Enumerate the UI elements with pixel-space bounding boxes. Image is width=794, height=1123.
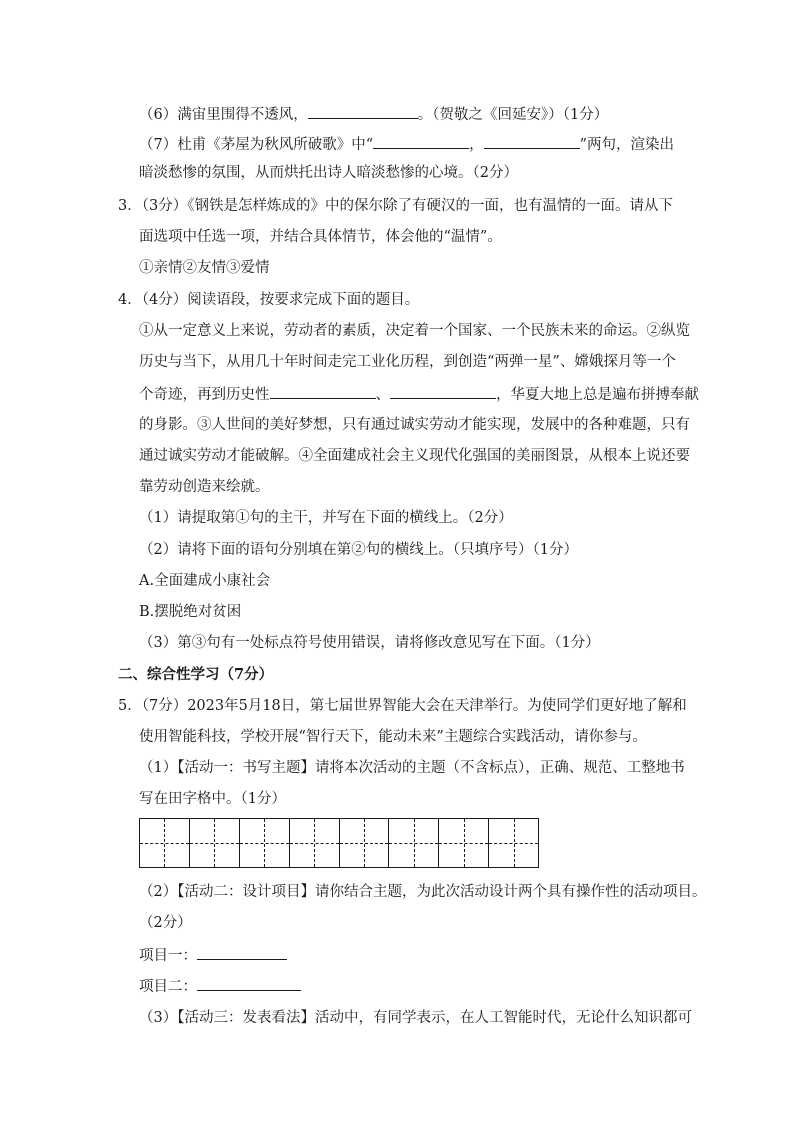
- q4-sub3: （3）第③句有一处标点符号使用错误，请将修改意见写在下面。（1分）: [139, 635, 600, 651]
- q2-item7-sep: ，: [469, 137, 484, 153]
- q2-item7: [139, 134, 674, 154]
- q4-passage-line5: 通过诚实劳动才能破解。④全面建成社会主义现代化强国的美丽图景，从根本上说还要: [139, 448, 690, 464]
- answer-blank[interactable]: [308, 104, 418, 119]
- q4-passage-line6: 靠劳动创造来绘就。: [139, 479, 270, 495]
- q4-sub2: （2）请将下面的语句分别填在第②句的横线上。（只填序号）（1分）: [139, 542, 578, 558]
- tianzige-cell[interactable]: [240, 819, 290, 867]
- q5-project1-label: 项目一：: [139, 948, 197, 964]
- q4-option-b: B.摆脱绝对贫困: [139, 604, 242, 620]
- answer-blank[interactable]: [373, 134, 469, 149]
- tianzige-cell[interactable]: [140, 819, 190, 867]
- answer-blank[interactable]: [270, 384, 376, 399]
- q2-item6-prefix: （6）满宙里围得不透风，: [139, 107, 308, 123]
- answer-blank[interactable]: [197, 945, 287, 960]
- q4-passage-line2: 历史与当下，从用几十年时间走完工业化历程，到创造“两弹一星”、嫦娥探月等一个: [139, 354, 676, 370]
- q2-item6: [139, 104, 608, 124]
- q5-project2-label: 项目二：: [139, 979, 197, 995]
- q4-passage-line1: ①从一定意义上来说，劳动者的素质，决定着一个国家、一个民族未来的命运。②纵览: [139, 323, 690, 339]
- tianzige-grid[interactable]: [139, 818, 539, 868]
- q4-intro: 4．（4分）阅读语段，按要求完成下面的题目。: [118, 292, 420, 308]
- tianzige-cell[interactable]: [389, 819, 439, 867]
- q3-line2: 面选项中任选一项，并结合具体情节，体会他的“温情”。: [139, 229, 502, 245]
- section-heading: 二、综合性学习（7分）: [118, 666, 274, 683]
- answer-blank[interactable]: [390, 384, 496, 399]
- answer-blank[interactable]: [197, 976, 301, 991]
- q5-line2: 使用智能科技，学校开展“智行天下，能动未来”主题综合实践活动，请你参与。: [139, 729, 647, 745]
- q4-passage-line3-a: 个奇迹，再到历史性: [139, 387, 270, 403]
- q2-item7-suffix: ”两句，渲染出: [579, 137, 675, 153]
- q5-project1: [139, 945, 287, 965]
- q4-passage-line3-b: ，华夏大地上总是遍布拼搏奉献: [496, 387, 699, 403]
- q5-activity2-line2: （2分）: [139, 915, 192, 931]
- tianzige-cell[interactable]: [290, 819, 340, 867]
- q5-project2: [139, 976, 301, 996]
- answer-blank[interactable]: [484, 134, 580, 149]
- tianzige-cell[interactable]: [340, 819, 390, 867]
- q4-passage-line3: [139, 384, 699, 404]
- q5-activity2-line1: （2）【活动二：设计项目】请你结合主题，为此次活动设计两个具有操作性的活动项目。: [139, 884, 707, 900]
- q4-option-a: A.全面建成小康社会: [139, 573, 271, 589]
- q2-item6-suffix: 。（贺敬之《回延安》）（1分）: [417, 107, 609, 123]
- tianzige-cell[interactable]: [439, 819, 489, 867]
- q4-passage-line3-sep: 、: [375, 387, 390, 403]
- q2-item7-line2: 暗淡愁惨的氛围，从而烘托出诗人暗淡愁惨的心境。（2分）: [139, 165, 518, 181]
- q5-activity1-line1: （1）【活动一：书写主题】请将本次活动的主题（不含标点），正确、规范、工整地书: [139, 760, 685, 776]
- q3-line1: 3．（3分）《钢铁是怎样炼成的》中的保尔除了有硬汉的一面，也有温情的一面。请从下: [118, 198, 673, 214]
- q5-activity1-line2: 写在田字格中。（1分）: [139, 791, 286, 807]
- q2-item7-prefix: （7）杜甫《茅屋为秋风所破歌》中“: [139, 137, 374, 153]
- q4-sub1: （1）请提取第①句的主干，并写在下面的横线上。（2分）: [139, 510, 513, 526]
- q5-activity3-line1: （3）【活动三：发表看法】活动中，有同学表示，在人工智能时代，无论什么知识都可: [139, 1010, 692, 1026]
- q4-passage-line4: 的身影。③人世间的美好梦想，只有通过诚实劳动才能实现，发展中的各种难题，只有: [139, 417, 690, 433]
- q3-options: ①亲情②友情③爱情: [139, 260, 270, 276]
- tianzige-cell[interactable]: [489, 819, 538, 867]
- q5-line1: 5．（7分）2023年5月18日，第七届世界智能大会在天津举行。为使同学们更好地了解和: [118, 698, 687, 714]
- tianzige-cell[interactable]: [190, 819, 240, 867]
